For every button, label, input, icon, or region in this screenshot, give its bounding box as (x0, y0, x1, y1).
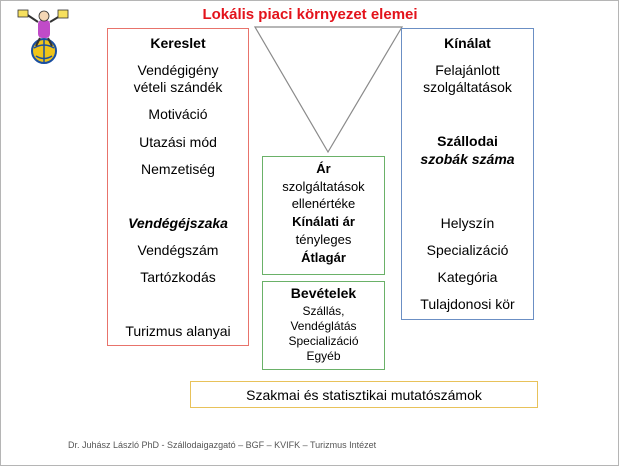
supply-line: Specializáció (426, 242, 509, 258)
revenue-heading: Bevételek (290, 285, 357, 301)
revenue-box (262, 281, 385, 370)
price-line: ellenértéke (291, 196, 356, 211)
supply-line: Tulajdonosi kör (420, 296, 515, 312)
price-heading: Átlagár (301, 250, 346, 265)
demand-line: vételi szándék (133, 79, 223, 95)
revenue-line: Szállás, (302, 304, 345, 318)
tourist-globe-icon (14, 6, 74, 66)
demand-heading: Kereslet (150, 35, 206, 51)
supply-line: Felajánlott (435, 62, 500, 78)
demand-line: Tartózkodás (140, 269, 216, 285)
supply-box (401, 28, 534, 320)
supply-subheading: Szállodai (437, 133, 498, 149)
demand-subheading: Vendégéjszaka (128, 215, 228, 231)
revenue-line: Egyéb (306, 349, 341, 363)
supply-heading: Kínálat (444, 35, 491, 51)
supply-line: Helyszín (440, 215, 495, 231)
supply-line: Kategória (437, 269, 498, 285)
demand-bottom: Turizmus alanyai (125, 323, 231, 339)
page-title: Lokális piaci környezet elemei (202, 6, 418, 23)
supply-subheading: szobák száma (420, 151, 515, 167)
demand-line: Vendégszám (137, 242, 219, 258)
footer-credit: Dr. Juhász László PhD - Szállodaigazgató – BGF – KVIFK – Turizmus Intézet (68, 440, 377, 450)
supply-line: szolgáltatások (423, 79, 512, 95)
revenue-line: Vendéglátás (290, 319, 357, 333)
price-box (262, 156, 385, 275)
funnel-triangle (254, 26, 404, 154)
indicators-label: Szakmai és statisztikai mutatószámok (246, 387, 482, 403)
demand-box (107, 28, 249, 346)
price-line: tényleges (295, 232, 352, 247)
price-heading: Ár (316, 161, 331, 176)
demand-line: Vendégigény (137, 62, 219, 78)
demand-line: Motiváció (148, 106, 208, 122)
demand-line: Utazási mód (139, 134, 217, 150)
demand-line: Nemzetiség (141, 161, 215, 177)
price-heading: Kínálati ár (292, 214, 355, 229)
price-line: szolgáltatások (282, 179, 365, 194)
indicators-box (190, 381, 538, 408)
revenue-line: Specializáció (288, 334, 359, 348)
